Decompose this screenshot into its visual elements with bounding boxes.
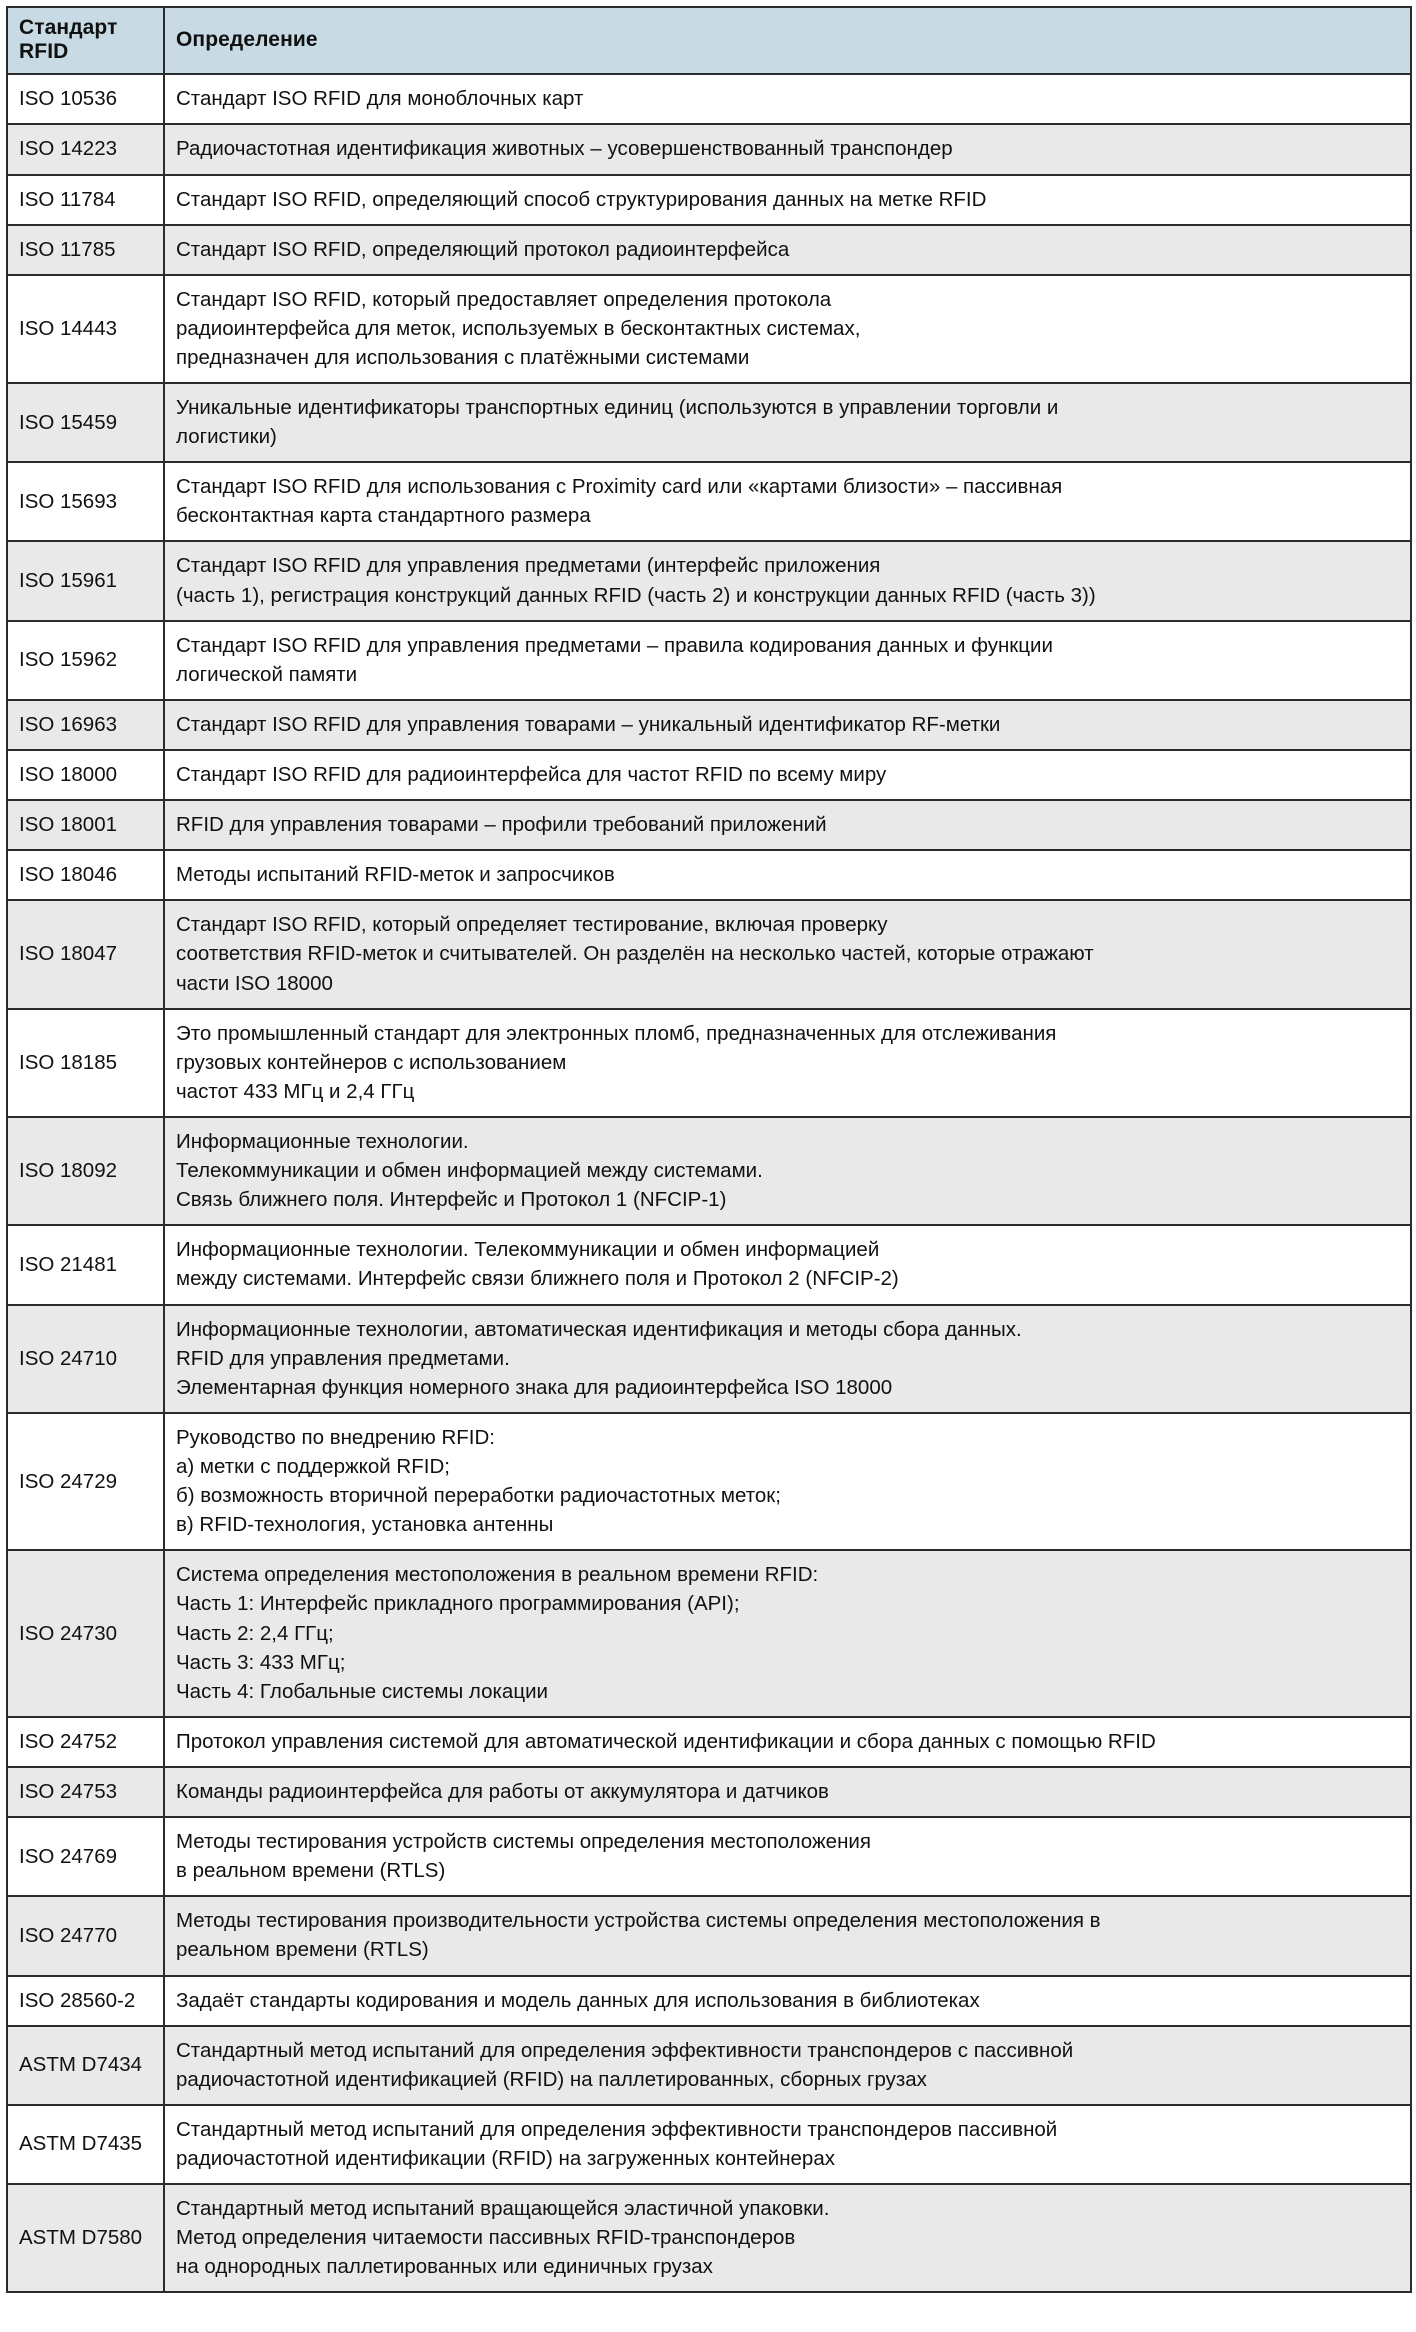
definition-line: Метод определения читаемости пассивных RFID-транспондеров <box>176 2226 796 2250</box>
cell-definition <box>164 1550 1411 1717</box>
definition-line: грузовых контейнеров с использованием <box>176 1050 567 1074</box>
cell-definition <box>164 850 1411 900</box>
cell-standard: ISO 24729 <box>7 1413 164 1550</box>
definition-line: Стандарт ISO RFID, определяющий протокол радиоинтерфейса <box>176 237 790 261</box>
definition-line: Стандартный метод испытаний для определения эффективности транспондеров с пассивной <box>176 2038 1074 2062</box>
header-row <box>7 7 1411 74</box>
definition-line: радиочастотной идентификацией (RFID) на паллетированных, сборных грузах <box>176 2067 927 2091</box>
definition-line: Задаёт стандарты кодирования и модель данных для использования в библиотеках <box>176 1988 980 2012</box>
definition-line: Методы тестирования устройств системы определения местоположения <box>176 1830 871 1854</box>
cell-definition <box>164 900 1411 1008</box>
definition-line: Стандарт ISO RFID для моноблочных карт <box>176 87 584 111</box>
table-row <box>7 1767 1411 1817</box>
definition-line: соответствия RFID-меток и считывателей. Он разделён на несколько частей, которые отражают <box>176 942 1094 966</box>
cell-definition <box>164 1413 1411 1550</box>
definition-line: Часть 2: 2,4 ГГц; <box>176 1621 334 1645</box>
cell-standard: ISO 18047 <box>7 900 164 1008</box>
definition-line: Стандарт ISO RFID, который определяет тестирование, включая проверку <box>176 913 888 937</box>
table-row <box>7 383 1411 462</box>
table-row <box>7 750 1411 800</box>
table-row <box>7 124 1411 174</box>
cell-standard: ISO 18001 <box>7 800 164 850</box>
definition-line: между системами. Интерфейс связи ближнего поля и Протокол 2 (NFCIP-2) <box>176 1267 899 1291</box>
table-row <box>7 800 1411 850</box>
cell-standard: ISO 18046 <box>7 850 164 900</box>
definition-line: Методы тестирования производительности устройства системы определения местоположения в <box>176 1909 1101 1933</box>
cell-standard: ISO 14223 <box>7 124 164 174</box>
definition-line: реальном времени (RTLS) <box>176 1938 429 1962</box>
definition-line: Информационные технологии. <box>176 1130 469 1154</box>
definition-line: Телекоммуникации и обмен информацией между системами. <box>176 1159 763 1183</box>
definition-line: Часть 4: Глобальные системы локации <box>176 1679 548 1703</box>
cell-definition <box>164 2026 1411 2105</box>
table-row <box>7 1896 1411 1975</box>
cell-standard: ISO 15962 <box>7 621 164 700</box>
table-row <box>7 74 1411 124</box>
cell-definition <box>164 1767 1411 1817</box>
column-header-definition: Определение <box>164 7 1411 74</box>
definition-line: Связь ближнего поля. Интерфейс и Протокол 1 (NFCIP-1) <box>176 1188 727 1212</box>
table-header <box>7 7 1411 74</box>
definition-line: Часть 3: 433 МГц; <box>176 1650 346 1674</box>
definition-line: Уникальные идентификаторы транспортных единиц (используются в управлении торговли и <box>176 396 1059 420</box>
definition-line: Руководство по внедрению RFID: <box>176 1425 495 1449</box>
cell-definition <box>164 621 1411 700</box>
table-row <box>7 1817 1411 1896</box>
table-row <box>7 462 1411 541</box>
definition-line: логической памяти <box>176 662 358 686</box>
cell-standard: ASTM D7434 <box>7 2026 164 2105</box>
table-row <box>7 1117 1411 1225</box>
cell-definition <box>164 750 1411 800</box>
cell-standard: ISO 18000 <box>7 750 164 800</box>
definition-line: частот 433 МГц и 2,4 ГГц <box>176 1079 415 1103</box>
definition-line: а) метки с поддержкой RFID; <box>176 1455 450 1478</box>
table-row <box>7 1413 1411 1550</box>
cell-standard: ISO 24753 <box>7 1767 164 1817</box>
column-header-standard: Стандарт RFID <box>7 7 164 74</box>
cell-definition <box>164 225 1411 275</box>
table-row <box>7 2026 1411 2105</box>
table-row <box>7 225 1411 275</box>
definition-line: Стандарт ISO RFID для радиоинтерфейса для частот RFID по всему миру <box>176 763 887 787</box>
cell-standard: ISO 18185 <box>7 1009 164 1117</box>
table-row <box>7 621 1411 700</box>
definition-line: Стандарт ISO RFID для управления товарами – уникальный идентификатор RF-метки <box>176 712 1001 736</box>
definition-line: Протокол управления системой для автоматической идентификации и сбора данных с помощью RFID <box>176 1729 1156 1753</box>
definition-line: части ISO 18000 <box>176 971 333 995</box>
table-row <box>7 175 1411 225</box>
definition-line: в реальном времени (RTLS) <box>176 1859 446 1883</box>
cell-definition <box>164 800 1411 850</box>
definition-line: Стандарт ISO RFID для использования с Proximity card или «картами близости» – пассивная <box>176 475 1063 499</box>
table-row <box>7 850 1411 900</box>
definition-line: предназначен для использования с платёжными системами <box>176 345 750 369</box>
definition-line: Часть 1: Интерфейс прикладного программирования (API); <box>176 1592 740 1616</box>
table-row <box>7 1225 1411 1304</box>
cell-standard: ASTM D7435 <box>7 2105 164 2184</box>
table-row <box>7 2105 1411 2184</box>
cell-standard: ISO 10536 <box>7 74 164 124</box>
cell-definition <box>164 175 1411 225</box>
definition-line: Стандарт ISO RFID, определяющий способ структурирования данных на метке RFID <box>176 187 987 211</box>
definition-line: бесконтактная карта стандартного размера <box>176 504 591 528</box>
table-row <box>7 1550 1411 1717</box>
definition-line: Стандарт ISO RFID для управления предметами – правила кодирования данных и функции <box>176 633 1053 657</box>
definition-line: Радиочастотная идентификация животных – усовершенствованный транспондер <box>176 137 953 161</box>
definition-line: Информационные технологии, автоматическая идентификация и методы сбора данных. <box>176 1317 1022 1341</box>
definition-line: Стандартный метод испытаний вращающейся эластичной упаковки. <box>176 2197 830 2221</box>
cell-standard: ISO 15459 <box>7 383 164 462</box>
table-body <box>7 74 1411 2292</box>
cell-standard: ISO 15961 <box>7 541 164 620</box>
definition-line: RFID для управления предметами. <box>176 1346 510 1370</box>
cell-standard: ISO 28560-2 <box>7 1976 164 2026</box>
cell-definition <box>164 700 1411 750</box>
table-row <box>7 1717 1411 1767</box>
cell-definition <box>164 1117 1411 1225</box>
definition-line: (часть 1), регистрация конструкций данных RFID (часть 2) и конструкции данных RFID (часть 3)) <box>176 583 1096 607</box>
cell-definition <box>164 2105 1411 2184</box>
cell-definition <box>164 462 1411 541</box>
cell-definition <box>164 383 1411 462</box>
table-row <box>7 900 1411 1008</box>
cell-definition <box>164 1717 1411 1767</box>
cell-standard: ISO 11785 <box>7 225 164 275</box>
table-row <box>7 541 1411 620</box>
cell-definition <box>164 541 1411 620</box>
definition-line: в) RFID-технология, установка антенны <box>176 1513 554 1537</box>
cell-standard: ISO 16963 <box>7 700 164 750</box>
definition-line: RFID для управления товарами – профили требований приложений <box>176 813 827 837</box>
definition-line: Система определения местоположения в реальном времени RFID: <box>176 1563 819 1587</box>
cell-standard: ISO 15693 <box>7 462 164 541</box>
table-row <box>7 1976 1411 2026</box>
cell-standard: ISO 18092 <box>7 1117 164 1225</box>
table-row <box>7 2184 1411 2292</box>
cell-standard: ISO 24770 <box>7 1896 164 1975</box>
cell-standard: ISO 24710 <box>7 1305 164 1413</box>
definition-line: б) возможность вторичной переработки радиочастотных меток; <box>176 1484 781 1508</box>
definition-line: Методы испытаний RFID-меток и запросчиков <box>176 863 615 887</box>
cell-standard: ISO 14443 <box>7 275 164 383</box>
definition-line: радиоинтерфейса для меток, используемых в бесконтактных системах, <box>176 316 861 340</box>
definition-line: Элементарная функция номерного знака для радиоинтерфейса ISO 18000 <box>176 1375 893 1399</box>
definition-line: Стандарт ISO RFID для управления предметами (интерфейс приложения <box>176 554 881 578</box>
rfid-standards-table <box>6 6 1412 2293</box>
definition-line: Информационные технологии. Телекоммуникации и обмен информацией <box>176 1238 880 1262</box>
definition-line: логистики) <box>176 425 277 449</box>
cell-definition <box>164 1896 1411 1975</box>
table-row <box>7 1009 1411 1117</box>
cell-definition <box>164 2184 1411 2292</box>
cell-standard: ISO 21481 <box>7 1225 164 1304</box>
cell-definition <box>164 1009 1411 1117</box>
cell-standard: ISO 24730 <box>7 1550 164 1717</box>
cell-definition <box>164 124 1411 174</box>
definition-line: на однородных паллетированных или единичных грузах <box>176 2255 713 2279</box>
definition-line: Стандартный метод испытаний для определения эффективности транспондеров пассивной <box>176 2117 1058 2141</box>
definition-line: радиочастотной идентификации (RFID) на загруженных контейнерах <box>176 2146 835 2170</box>
table-row <box>7 1305 1411 1413</box>
cell-standard: ISO 24752 <box>7 1717 164 1767</box>
cell-definition <box>164 1817 1411 1896</box>
definition-line: Это промышленный стандарт для электронных пломб, предназначенных для отслеживания <box>176 1021 1057 1045</box>
cell-standard: ISO 11784 <box>7 175 164 225</box>
cell-definition <box>164 275 1411 383</box>
definition-line: Стандарт ISO RFID, который предоставляет определения протокола <box>176 287 832 311</box>
cell-definition <box>164 1225 1411 1304</box>
cell-definition <box>164 1305 1411 1413</box>
cell-standard: ASTM D7580 <box>7 2184 164 2292</box>
definition-line: Команды радиоинтерфейса для работы от аккумулятора и датчиков <box>176 1779 829 1803</box>
cell-definition <box>164 1976 1411 2026</box>
cell-standard: ISO 24769 <box>7 1817 164 1896</box>
table-row <box>7 700 1411 750</box>
cell-definition <box>164 74 1411 124</box>
table-row <box>7 275 1411 383</box>
